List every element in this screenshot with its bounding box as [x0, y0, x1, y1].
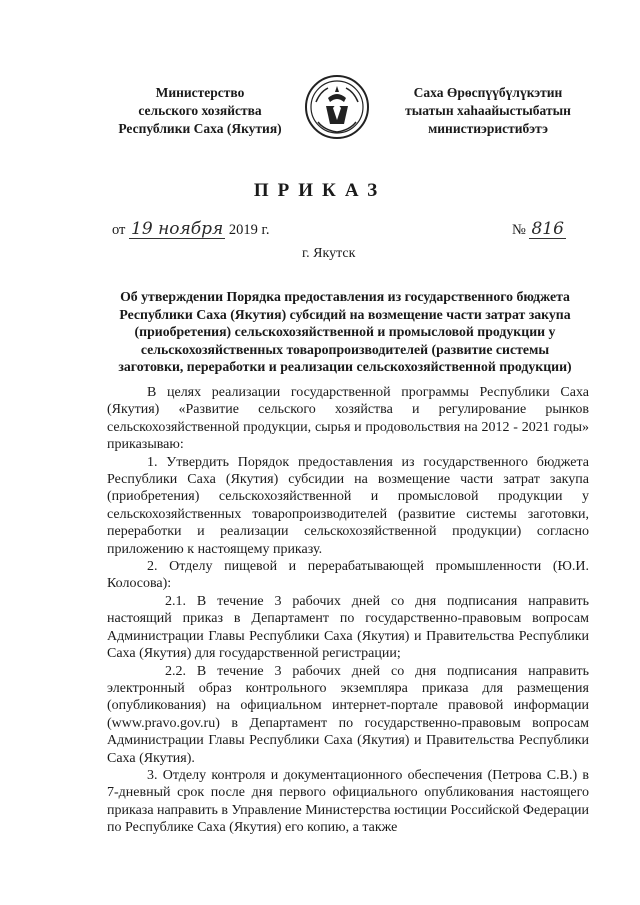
paragraph-item-3: 3. Отделу контроля и документационного обеспечения (Петрова С.В.) в 7-дневный срок после дня первого официального опубликования настоящего приказа направить в Управление Министерства юстиции Российской Федерации по Республике Саха (Якутия) его копию, а также: [107, 767, 590, 836]
city: г. Якутск: [302, 246, 356, 261]
date-prefix: от: [112, 222, 126, 238]
ministry-name-yakut: [388, 84, 588, 138]
subject-line: заготовки, переработки и реализации сельскохозяйственной продукции): [118, 359, 572, 374]
number-prefix: №: [512, 222, 526, 238]
handwritten-number: 816: [531, 219, 564, 239]
order-body: [107, 384, 589, 837]
subject-line: (приобретения) сельскохозяйственной и промысловой продукции у: [134, 324, 556, 339]
order-date: [112, 220, 269, 239]
date-suffix: 2019 г.: [228, 222, 270, 238]
subject-line: Республики Саха (Якутия) субсидий на возмещение части затрат закупа: [119, 306, 571, 322]
ministry-line: тыатын хаһаайыстыбатын: [405, 103, 571, 118]
subject-line: Об утверждении Порядка предоставления из государственного бюджета: [120, 289, 570, 304]
paragraph-item-2-1: 2.1. В течение 3 рабочих дней со дня подписания направить настоящий приказ в Департамент по государственно-правовым вопросам Администрации Главы Республики Саха (Якутия) и Правительства Республики Саха (Якутия) для государственной регистрации;: [107, 593, 589, 662]
ministry-name-russian: [100, 84, 300, 138]
order-number: [512, 220, 566, 239]
subject-line: сельскохозяйственных товаропроизводителей (развитие системы: [140, 341, 550, 357]
ministry-line: министиэристибэтэ: [428, 121, 548, 136]
order-title: ПРИКАЗ: [253, 180, 387, 201]
paragraph-item-2-2: 2.2. В течение 3 рабочих дней со дня подписания направить электронный образ контрольного экземпляра приказа для размещения (опубликования) на официальном интернет-портале правовой информации (www.pravo.gov.ru) в Департамент по государственно-правовым вопросам Администрации Главы Республики Саха (Якутия) и Правительства Республики Саха (Якутия).: [107, 663, 589, 766]
ministry-line: Министерство: [155, 85, 245, 100]
ministry-line: Республики Саха (Якутия): [118, 121, 282, 136]
ministry-line: Саха Өрөспүүбүлүкэтин: [413, 85, 563, 100]
ministry-line: сельского хозяйства: [138, 103, 262, 118]
paragraph-item-1: 1. Утвердить Порядок предоставления из государственного бюджета Республики Саха (Якутия) субсидии на возмещение части затрат закупа (приобретения) сельскохозяйственной и промысловой продукции у сельскохозяйственных товаропроизводителей (развитие системы заготовки, переработки и реализации сельскохозяйственной продукции) согласно приложению к настоящему приказу.: [107, 454, 589, 557]
paragraph-preamble: В целях реализации государственной программы Республики Саха (Якутия) «Развитие сельского хозяйства и регулирование рынков сельскохозяйственной продукции, сырья и продовольствия на 2012 - 2021 годы» приказываю:: [107, 385, 589, 453]
coat-of-arms-icon: [304, 72, 370, 142]
paragraph-item-2: 2. Отделу пищевой и перерабатывающей промышленности (Ю.И. Колосова):: [107, 559, 589, 592]
handwritten-date: 19 ноября: [131, 219, 224, 239]
order-subject: [102, 288, 588, 376]
